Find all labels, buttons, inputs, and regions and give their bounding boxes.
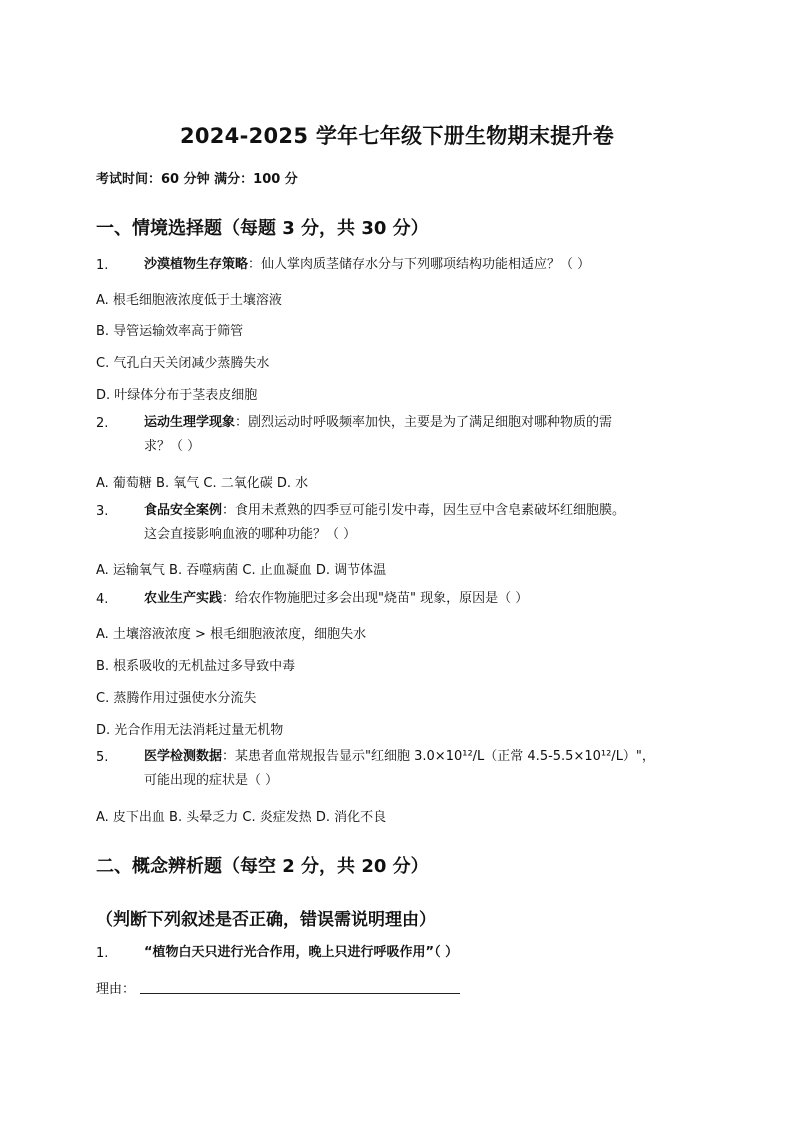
option: D. 叶绿体分布于茎表皮细胞 xyxy=(96,388,258,403)
question-keyword: 医学检测数据 xyxy=(144,749,223,764)
option: C. 蒸腾作用过强使水分流失 xyxy=(96,691,257,706)
answer-line[interactable] xyxy=(140,993,460,994)
question-line: ：食用未煮熟的四季豆可能引发中毒，因生豆中含皂素破坏红细胞膜。 xyxy=(222,503,626,518)
reason-label: 理由： xyxy=(96,982,136,997)
question-line: ：仙人掌肉质茎储存水分与下列哪项结构功能相适应？（ ） xyxy=(248,257,591,272)
question-number: 2. xyxy=(96,416,109,431)
question-keyword: 农业生产实践 xyxy=(144,591,223,606)
option: B. 根系吸收的无机盐过多导致中毒 xyxy=(96,659,296,674)
option: B. 导管运输效率高于筛管 xyxy=(96,324,244,339)
section2-subheading: （判断下列叙述是否正确，错误需说明理由） xyxy=(96,910,436,930)
question-number: 1. xyxy=(96,258,109,273)
question-line: 这会直接影响血液的哪种功能？（ ） xyxy=(144,527,357,542)
options-line: A. 皮下出血 B. 头晕乏力 C. 炎症发热 D. 消化不良 xyxy=(96,810,387,825)
question-number: 3. xyxy=(96,504,109,519)
question-text xyxy=(144,499,625,547)
option: C. 气孔白天关闭减少蒸腾失水 xyxy=(96,356,270,371)
options-line: A. 葡萄糖 B. 氧气 C. 二氧化碳 D. 水 xyxy=(96,476,309,491)
option: A. 根毛细胞液浓度低于土壤溶液 xyxy=(96,293,282,308)
question-line: 可能出现的症状是（ ） xyxy=(144,773,279,788)
question-number: 1. xyxy=(96,946,109,961)
exam-meta: 考试时间：60 分钟 满分：100 分 xyxy=(96,172,298,187)
question-line: ：给农作物施肥过多会出现"烧苗" 现象，原因是（ ） xyxy=(222,591,529,606)
question-number: 4. xyxy=(96,592,109,607)
question-text xyxy=(144,745,655,793)
question-line: ：某患者血常规报告显示"红细胞 3.0×10¹²/L（正常 4.5-5.5×10¹²/L）"， xyxy=(222,749,655,764)
question-line: ：剧烈运动时呼吸频率加快，主要是为了满足细胞对哪种物质的需 xyxy=(235,415,613,430)
page-title: 2024-2025 学年七年级下册生物期末提升卷 xyxy=(179,124,615,148)
question-text: “植物白天只进行光合作用，晚上只进行呼吸作用”（ ） xyxy=(144,945,459,960)
question-keyword: 运动生理学现象 xyxy=(144,415,236,430)
question-keyword: 沙漠植物生存策略 xyxy=(144,257,249,272)
question-keyword: 食品安全案例 xyxy=(144,503,223,518)
option: A. 土壤溶液浓度 > 根毛细胞液浓度，细胞失水 xyxy=(96,627,367,642)
options-line: A. 运输氧气 B. 吞噬病菌 C. 止血凝血 D. 调节体温 xyxy=(96,563,387,578)
section2-heading: 二、概念辨析题（每空 2 分，共 20 分） xyxy=(96,856,429,877)
question-number: 5. xyxy=(96,750,109,765)
question-text xyxy=(144,411,612,459)
option: D. 光合作用无法消耗过量无机物 xyxy=(96,723,284,738)
question-text xyxy=(144,587,528,611)
question-line: 求？（ ） xyxy=(144,439,201,454)
section1-heading: 一、情境选择题（每题 3 分，共 30 分） xyxy=(96,218,429,239)
question-text xyxy=(144,253,590,277)
